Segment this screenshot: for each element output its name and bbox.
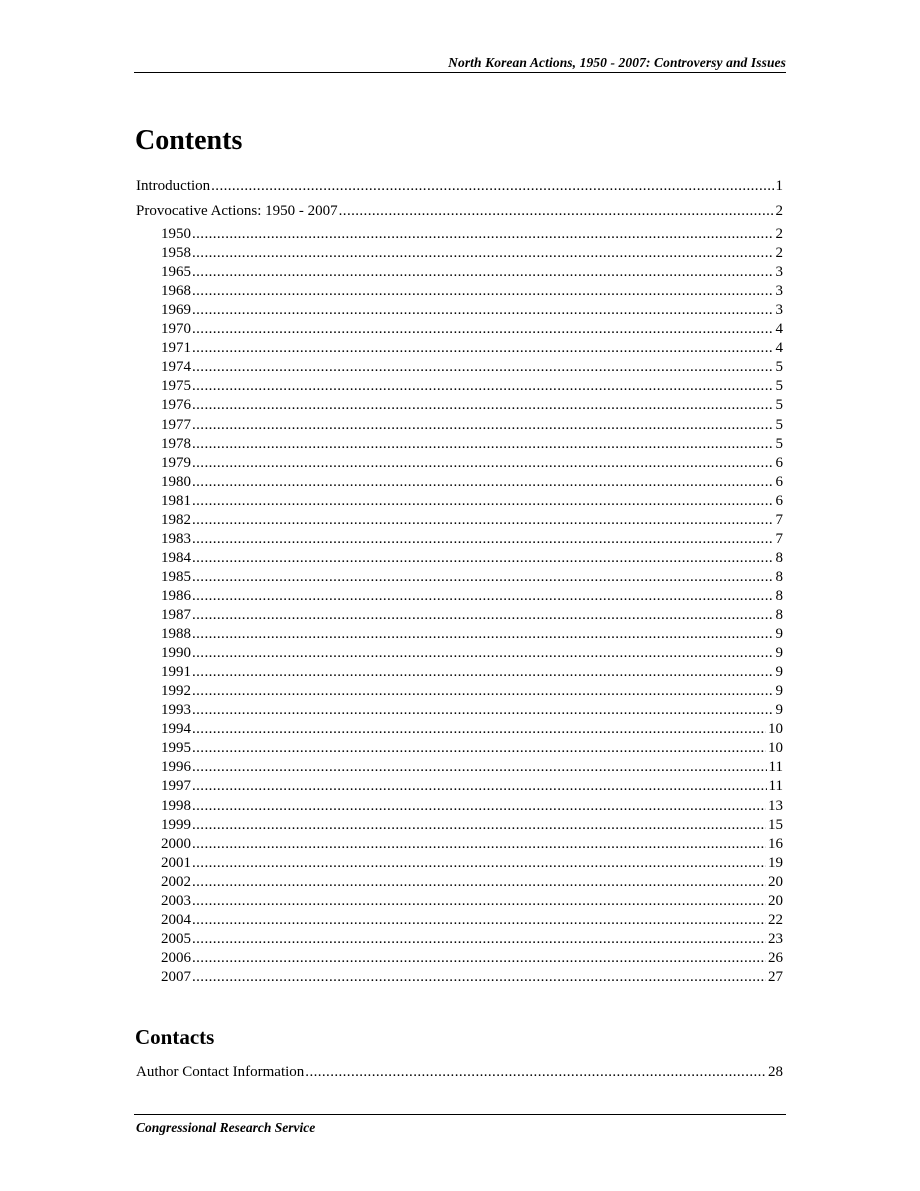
toc-entry-page: 9	[775, 626, 783, 643]
toc-entry-page: 3	[775, 283, 783, 300]
toc-entry[interactable]	[161, 797, 783, 816]
toc-dot-leader	[192, 797, 766, 816]
toc-entry[interactable]	[161, 549, 783, 568]
toc-entry-page: 3	[775, 264, 783, 281]
toc-entry[interactable]	[161, 701, 783, 720]
toc-dot-leader	[192, 816, 766, 835]
toc-dot-leader	[192, 568, 774, 587]
toc-entry-label: 1991	[161, 664, 191, 681]
toc-entry-label: 1995	[161, 740, 191, 757]
toc-entry-page: 1	[775, 178, 783, 194]
toc-entry-label: 1984	[161, 549, 191, 566]
toc-entry-page: 5	[775, 378, 783, 395]
toc-entry-page: 23	[768, 930, 783, 947]
toc-entry[interactable]	[161, 282, 783, 301]
toc-dot-leader	[192, 530, 774, 549]
toc-entry[interactable]	[161, 454, 783, 473]
toc-entry-page: 10	[768, 740, 783, 757]
toc-dot-leader	[192, 492, 774, 511]
toc-entry[interactable]	[161, 625, 783, 644]
contacts-entry-page: 28	[768, 1064, 783, 1080]
toc-dot-leader	[192, 911, 766, 930]
toc-entry[interactable]	[161, 263, 783, 282]
toc-dot-leader	[192, 511, 774, 530]
contacts-entry[interactable]	[136, 1063, 783, 1082]
footer-text: Congressional Research Service	[136, 1120, 316, 1135]
toc-entry[interactable]	[161, 435, 783, 454]
toc-entry-label: 1978	[161, 435, 191, 452]
toc-entry[interactable]	[161, 739, 783, 758]
toc-entry-page: 10	[768, 721, 783, 738]
toc-entry-label: Introduction	[136, 178, 211, 194]
toc-dot-leader	[192, 930, 766, 949]
toc-entry-label: 2007	[161, 968, 191, 985]
toc-entry[interactable]	[161, 816, 783, 835]
toc-entry[interactable]	[161, 873, 783, 892]
toc-entry-label: 1994	[161, 721, 191, 738]
toc-dot-leader	[192, 473, 774, 492]
toc-entry-label: 1970	[161, 321, 191, 338]
toc-entry[interactable]	[161, 854, 783, 873]
toc-entry[interactable]	[161, 396, 783, 415]
toc-entry[interactable]	[161, 758, 783, 777]
toc-entry-label: 1974	[161, 359, 191, 376]
toc-dot-leader	[192, 606, 774, 625]
toc-entry-page: 20	[768, 892, 783, 909]
toc-entry-page: 4	[775, 321, 783, 338]
toc-dot-leader	[192, 549, 774, 568]
toc-entry-label: 1988	[161, 626, 191, 643]
toc-entry[interactable]	[161, 606, 783, 625]
toc-entry-label: 1969	[161, 302, 191, 319]
toc-dot-leader	[192, 873, 766, 892]
toc-entry-page: 8	[775, 549, 783, 566]
toc-entry-label: 1977	[161, 416, 191, 433]
toc-entry-page: 8	[775, 607, 783, 623]
toc-entry-label: 1965	[161, 264, 191, 281]
toc-entry[interactable]	[161, 416, 783, 435]
toc-dot-leader	[192, 225, 774, 244]
footer-rule	[134, 1114, 786, 1115]
toc-entry[interactable]	[161, 377, 783, 396]
toc-dot-leader	[192, 454, 774, 473]
toc-entry[interactable]	[161, 511, 783, 530]
toc-dot-leader	[192, 358, 774, 377]
toc-dot-leader	[192, 854, 766, 873]
toc-entry-label: 2001	[161, 854, 191, 871]
toc-entry-page: 9	[775, 645, 783, 662]
toc-entry-page: 8	[775, 568, 783, 585]
toc-dot-leader	[192, 663, 774, 682]
toc-dot-leader	[192, 682, 774, 701]
toc-dot-leader	[192, 263, 774, 282]
toc-entry-label: 1975	[161, 378, 191, 395]
toc-entry-label: 1990	[161, 645, 191, 662]
toc-entry[interactable]	[136, 202, 783, 221]
toc-entry[interactable]	[161, 892, 783, 911]
toc-entry-label: 2003	[161, 892, 191, 909]
header-title: North Korean Actions, 1950 - 2007: Controversy and Issues	[448, 55, 786, 70]
toc-entry-page: 9	[775, 683, 783, 700]
toc-entry-page: 22	[768, 911, 783, 928]
toc-dot-leader	[192, 435, 774, 454]
toc-dot-leader	[192, 892, 766, 911]
header-rule	[134, 72, 786, 73]
toc-entry-label: 1976	[161, 397, 191, 414]
toc-entry[interactable]	[161, 225, 783, 244]
toc-entry[interactable]	[161, 358, 783, 377]
toc-entry-label: 1999	[161, 816, 191, 833]
toc-entry-page: 6	[775, 454, 783, 471]
toc-dot-leader	[192, 625, 774, 644]
toc-entry[interactable]	[161, 473, 783, 492]
toc-entry-page: 6	[775, 492, 783, 509]
toc-dot-leader	[192, 396, 774, 415]
toc-dot-leader	[211, 177, 773, 196]
toc-entry-page: 11	[768, 759, 783, 776]
toc-entry-label: 1985	[161, 568, 191, 585]
toc-entry-page: 9	[775, 664, 783, 681]
toc-dot-leader	[192, 377, 774, 396]
toc-entry-page: 26	[768, 949, 783, 966]
toc-dot-leader	[192, 587, 774, 606]
toc-entry[interactable]	[161, 968, 783, 987]
toc-dot-leader	[192, 777, 767, 796]
toc-entry-label: 1996	[161, 759, 191, 776]
toc-dot-leader	[339, 202, 774, 221]
toc-entry-page: 3	[775, 302, 783, 319]
toc-entry-label: 2004	[161, 911, 191, 928]
toc-entry[interactable]	[161, 930, 783, 949]
toc-entry-page: 5	[775, 435, 783, 452]
toc-entry[interactable]	[161, 339, 783, 358]
toc-entry-page: 4	[775, 340, 783, 357]
toc-entry[interactable]	[161, 301, 783, 320]
toc-dot-leader	[192, 244, 774, 263]
toc-entry-page: 15	[768, 816, 783, 833]
toc-entry-label: 1986	[161, 587, 191, 604]
toc-entry[interactable]	[161, 492, 783, 511]
toc-entry-page: 5	[775, 359, 783, 376]
toc-entry[interactable]	[161, 568, 783, 587]
toc-dot-leader	[192, 339, 774, 358]
toc-dot-leader	[192, 301, 774, 320]
toc-dot-leader	[192, 701, 774, 720]
toc-dot-leader	[192, 968, 766, 987]
toc-entry-page: 11	[768, 778, 783, 795]
toc-entry-page: 27	[768, 968, 783, 985]
toc-entry-label: 1987	[161, 607, 191, 623]
contacts-heading: Contacts	[135, 1025, 215, 1049]
toc-entry-label: 2000	[161, 835, 191, 852]
toc-entry[interactable]	[161, 682, 783, 701]
toc-entry-label: 1950	[161, 226, 191, 242]
toc-entry-label: 1992	[161, 683, 191, 700]
toc-entry[interactable]	[136, 177, 783, 196]
toc-entry[interactable]	[161, 587, 783, 606]
toc-entry-page: 16	[768, 835, 783, 852]
toc-entry-label: 2006	[161, 949, 191, 966]
toc-dot-leader	[305, 1063, 766, 1082]
toc-dot-leader	[192, 282, 774, 301]
toc-dot-leader	[192, 739, 766, 758]
contents-heading: Contents	[135, 125, 243, 156]
toc-entry[interactable]	[161, 530, 783, 549]
toc-entry-page: 13	[768, 797, 783, 814]
toc-entry-label: 1997	[161, 778, 191, 795]
toc-entry-label: Provocative Actions: 1950 - 2007	[136, 203, 338, 219]
toc-entry-page: 2	[775, 245, 783, 262]
toc-entry-label: 1979	[161, 454, 191, 471]
toc-dot-leader	[192, 949, 766, 968]
toc-entry-label: 2005	[161, 930, 191, 947]
toc-entry-label: 1980	[161, 473, 191, 490]
toc-entry[interactable]	[161, 320, 783, 339]
toc-entry-label: 1981	[161, 492, 191, 509]
toc-dot-leader	[192, 835, 766, 854]
toc-entry[interactable]	[161, 835, 783, 854]
contacts-entry-label: Author Contact Information	[136, 1064, 305, 1080]
toc-entry-label: 1993	[161, 702, 191, 719]
toc-entry-page: 8	[775, 587, 783, 604]
toc-entry-page: 20	[768, 873, 783, 890]
toc-entry[interactable]	[161, 777, 783, 796]
toc-entry-page: 2	[775, 203, 783, 219]
toc-dot-leader	[192, 720, 766, 739]
toc-entry-label: 1982	[161, 511, 191, 528]
toc-entry-page: 7	[775, 530, 783, 547]
toc-entry-label: 1968	[161, 283, 191, 300]
toc-dot-leader	[192, 644, 774, 663]
toc-entry-label: 1958	[161, 245, 191, 262]
toc-entry-label: 1971	[161, 340, 191, 357]
toc-entry-page: 9	[775, 702, 783, 719]
toc-entry-page: 6	[775, 473, 783, 490]
toc-dot-leader	[192, 758, 767, 777]
toc-dot-leader	[192, 320, 774, 339]
toc-entry-label: 2002	[161, 873, 191, 890]
toc-entry-page: 5	[775, 397, 783, 414]
toc-entry-label: 1983	[161, 530, 191, 547]
toc-entry-page: 19	[768, 854, 783, 871]
toc-entry-page: 2	[775, 226, 783, 242]
toc-entry[interactable]	[161, 949, 783, 968]
toc-entry[interactable]	[161, 644, 783, 663]
toc-entry[interactable]	[161, 663, 783, 682]
toc-entry-page: 7	[775, 511, 783, 528]
toc-entry-label: 1998	[161, 797, 191, 814]
toc-entry-page: 5	[775, 416, 783, 433]
toc-entry[interactable]	[161, 911, 783, 930]
toc-dot-leader	[192, 416, 774, 435]
toc-entry[interactable]	[161, 720, 783, 739]
toc-entry[interactable]	[161, 244, 783, 263]
